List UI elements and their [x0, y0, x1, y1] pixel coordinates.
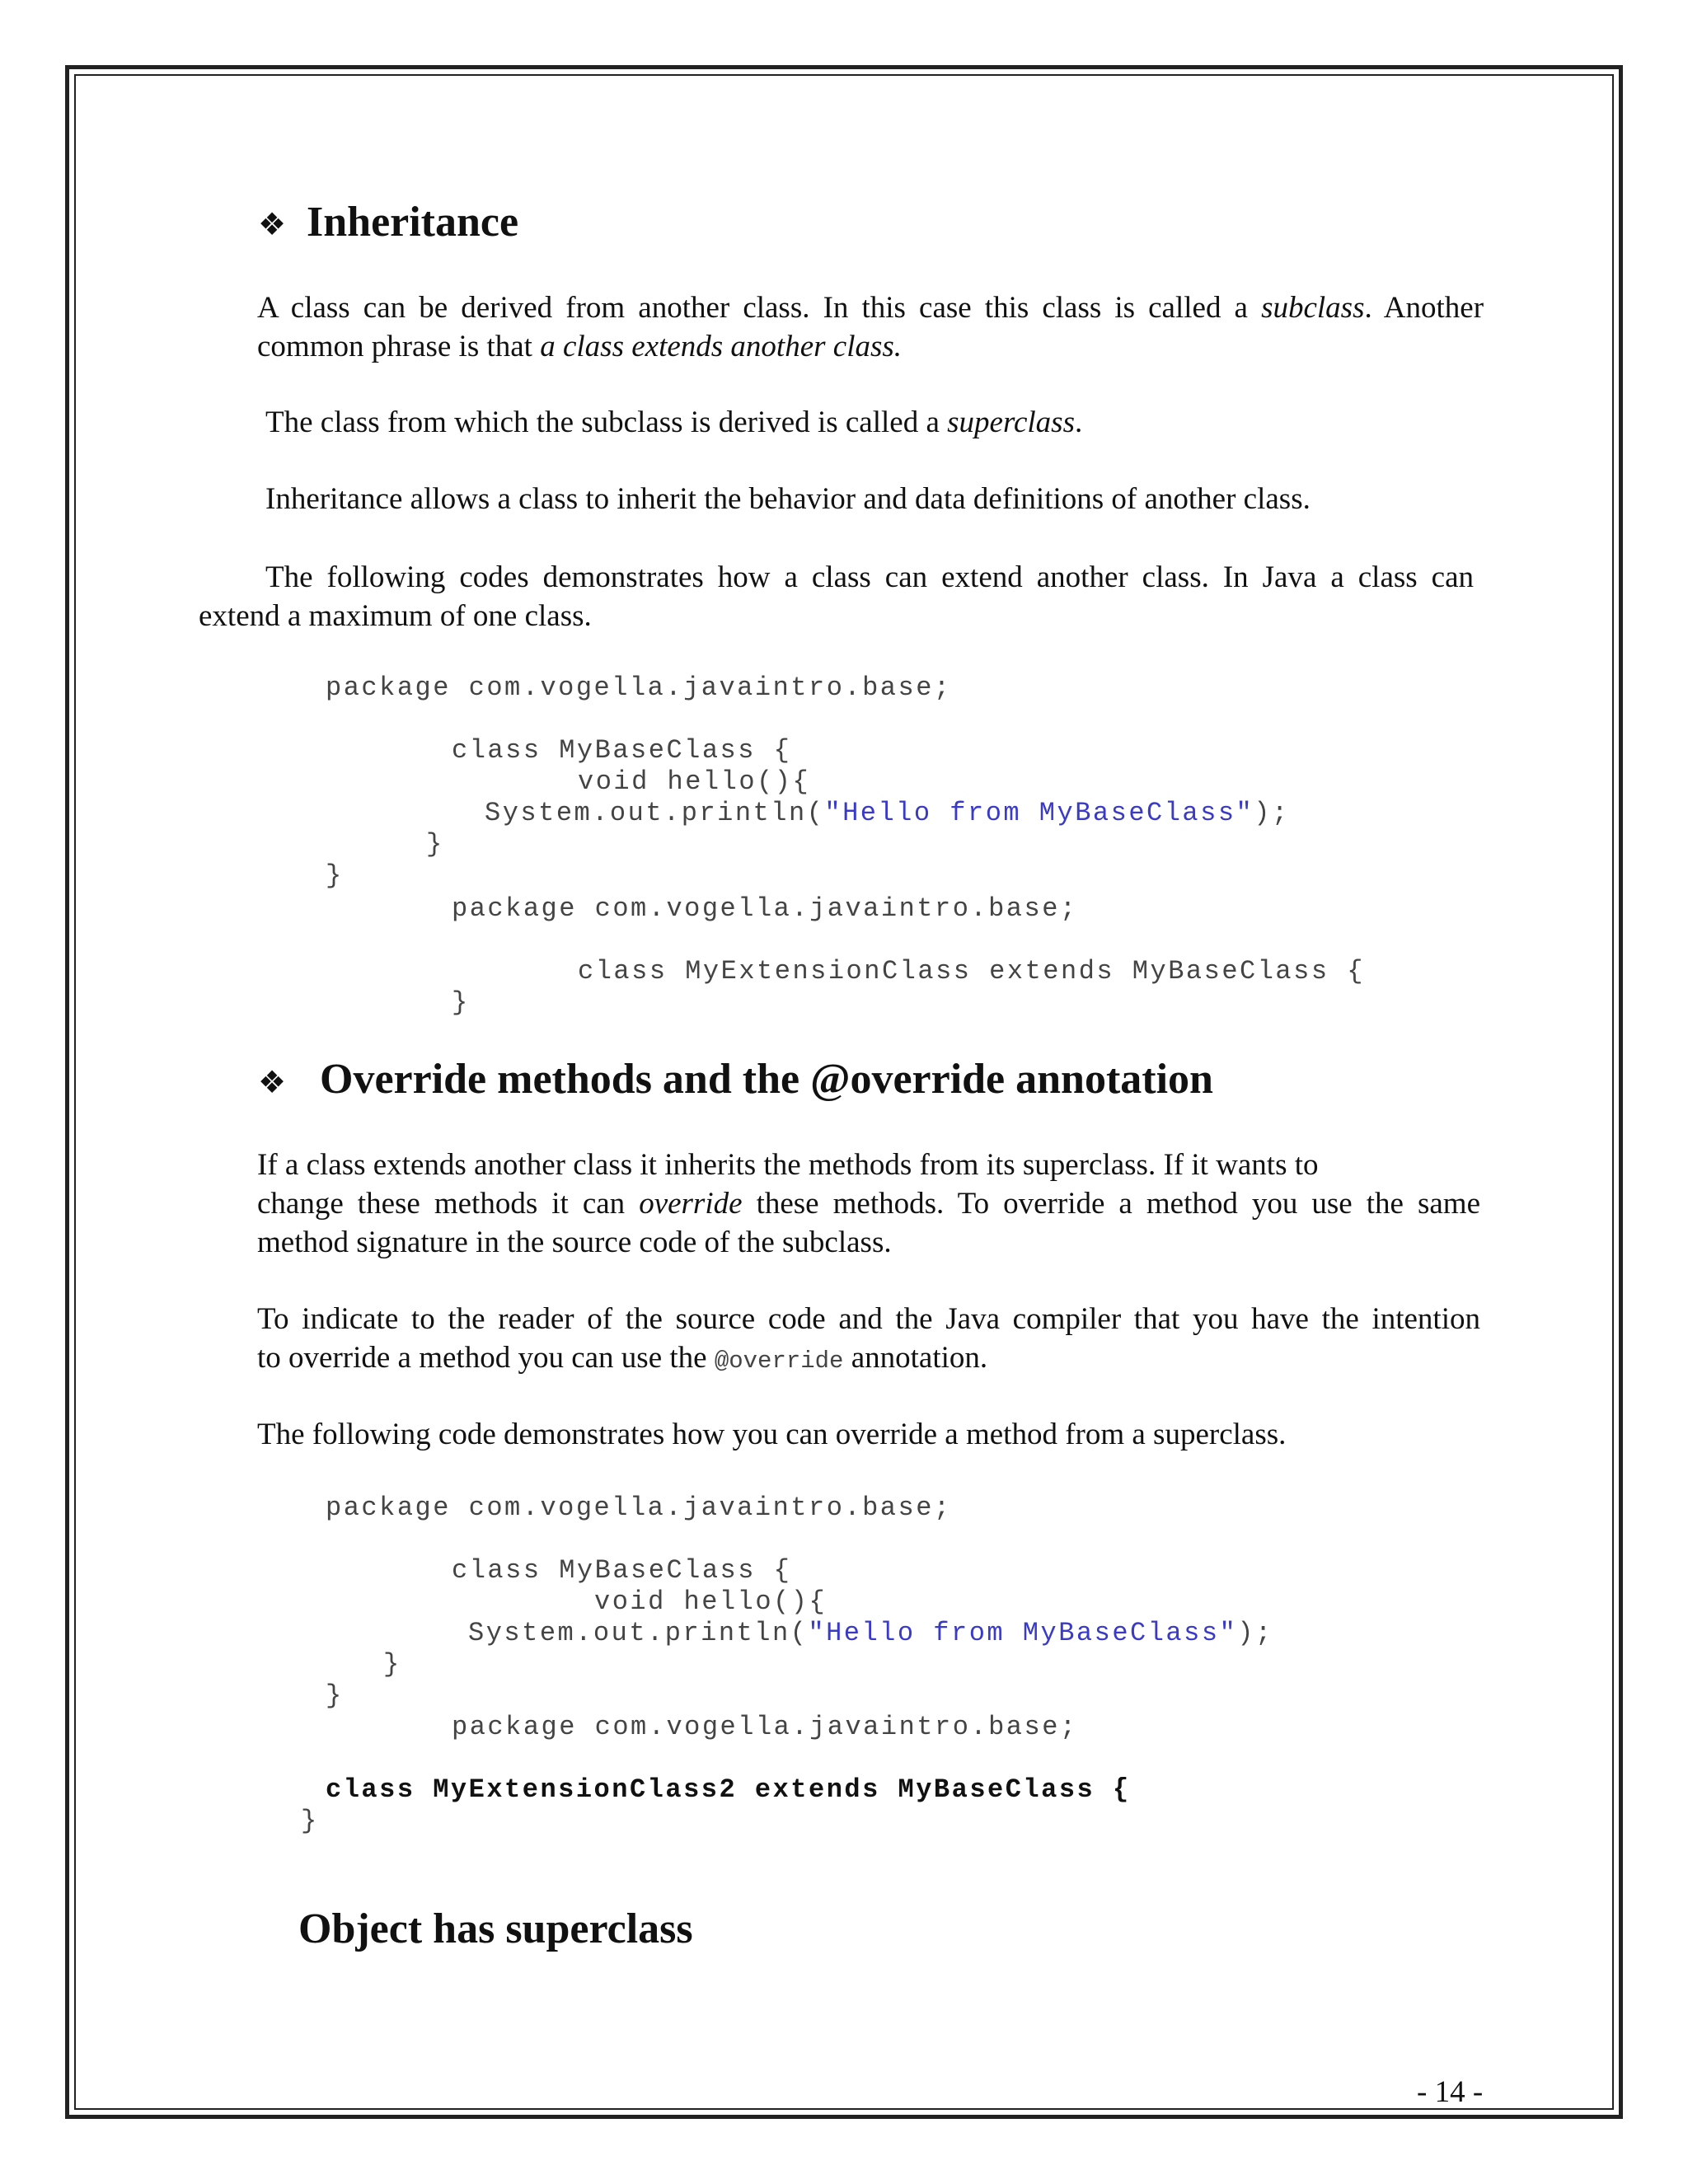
- text: to override a method you can use the: [257, 1341, 715, 1375]
- code1-line-close-class: }: [326, 860, 344, 891]
- text: common phrase is that: [257, 330, 541, 363]
- em-superclass: superclass: [947, 405, 1075, 439]
- code-text: System.out.println(: [485, 798, 825, 828]
- code1-line-close-method: }: [426, 829, 444, 860]
- heading-object-superclass: Object has superclass: [298, 1905, 693, 1952]
- code2-line-close-method: }: [383, 1649, 401, 1680]
- em-override: override: [639, 1187, 743, 1221]
- code-string: "Hello from MyBaseClass": [808, 1618, 1238, 1648]
- code1-line-package2: package com.vogella.javaintro.base;: [452, 893, 1078, 924]
- code1-line-extension-class: class MyExtensionClass extends MyBaseClass {: [578, 956, 1365, 987]
- code2-line-method: void hello(){: [594, 1586, 828, 1617]
- text: . Another: [1364, 291, 1484, 325]
- text: .: [1074, 405, 1083, 439]
- text: these methods. To override a method you use the same: [742, 1187, 1480, 1221]
- code1-line-method: void hello(){: [578, 766, 811, 797]
- text: A class can be derived from another class. In this case this class is called a: [257, 291, 1262, 325]
- para-override-1b: [257, 1184, 1480, 1223]
- para-override-1c: method signature in the source code of the subclass.: [257, 1226, 892, 1259]
- text: change these methods it can: [257, 1187, 640, 1221]
- para-inheritance-1a: [257, 288, 1484, 327]
- text: The class from which the subclass is derived is called a: [265, 405, 948, 439]
- code2-line-class: class MyBaseClass {: [452, 1555, 792, 1586]
- diamond-bullet-icon: ❖: [258, 1066, 287, 1100]
- code1-line-class: class MyBaseClass {: [452, 735, 792, 766]
- em-subclass: subclass: [1261, 291, 1365, 325]
- para-inheritance-4b: extend a maximum of one class.: [199, 599, 592, 633]
- para-override-1a: If a class extends another class it inherits the methods from its superclass. If it wants to: [257, 1148, 1319, 1182]
- code-text: );: [1254, 798, 1290, 828]
- code-text: );: [1237, 1618, 1273, 1648]
- code2-line-package: package com.vogella.javaintro.base;: [326, 1493, 952, 1523]
- code2-line-close-class: }: [326, 1680, 344, 1711]
- para-override-2b: [257, 1338, 987, 1380]
- text: annotation.: [843, 1341, 988, 1375]
- para-inheritance-1b: [257, 327, 902, 366]
- inline-code-override: @override: [714, 1347, 844, 1375]
- para-override-2a: To indicate to the reader of the source code and the Java compiler that you have the intention: [257, 1302, 1480, 1336]
- code-text: System.out.println(: [468, 1618, 809, 1648]
- code2-line-close-extension: }: [301, 1806, 319, 1836]
- heading-inheritance: Inheritance: [307, 199, 519, 246]
- code2-line-extension-class: class MyExtensionClass2 extends MyBaseClass {: [326, 1774, 1131, 1805]
- code-string: "Hello from MyBaseClass": [824, 798, 1254, 828]
- para-inheritance-3: Inheritance allows a class to inherit the behavior and data definitions of another class.: [265, 482, 1311, 516]
- para-inheritance-4a: The following codes demonstrates how a class can extend another class. In Java a class can: [265, 560, 1474, 594]
- code1-line-close-extension: }: [452, 987, 470, 1018]
- diamond-bullet-icon: ❖: [258, 208, 287, 242]
- heading-override: Override methods and the @override annotation: [320, 1056, 1213, 1103]
- code1-line-package: package com.vogella.javaintro.base;: [326, 673, 952, 703]
- code2-line-package2: package com.vogella.javaintro.base;: [452, 1712, 1078, 1742]
- page-number: - 14 -: [1417, 2075, 1484, 2109]
- para-inheritance-2: [265, 403, 1082, 442]
- para-override-3: The following code demonstrates how you can override a method from a superclass.: [257, 1418, 1287, 1451]
- code1-line-println: [485, 798, 1290, 828]
- em-extends: a class extends another class.: [540, 330, 903, 363]
- code2-line-println: [468, 1618, 1273, 1648]
